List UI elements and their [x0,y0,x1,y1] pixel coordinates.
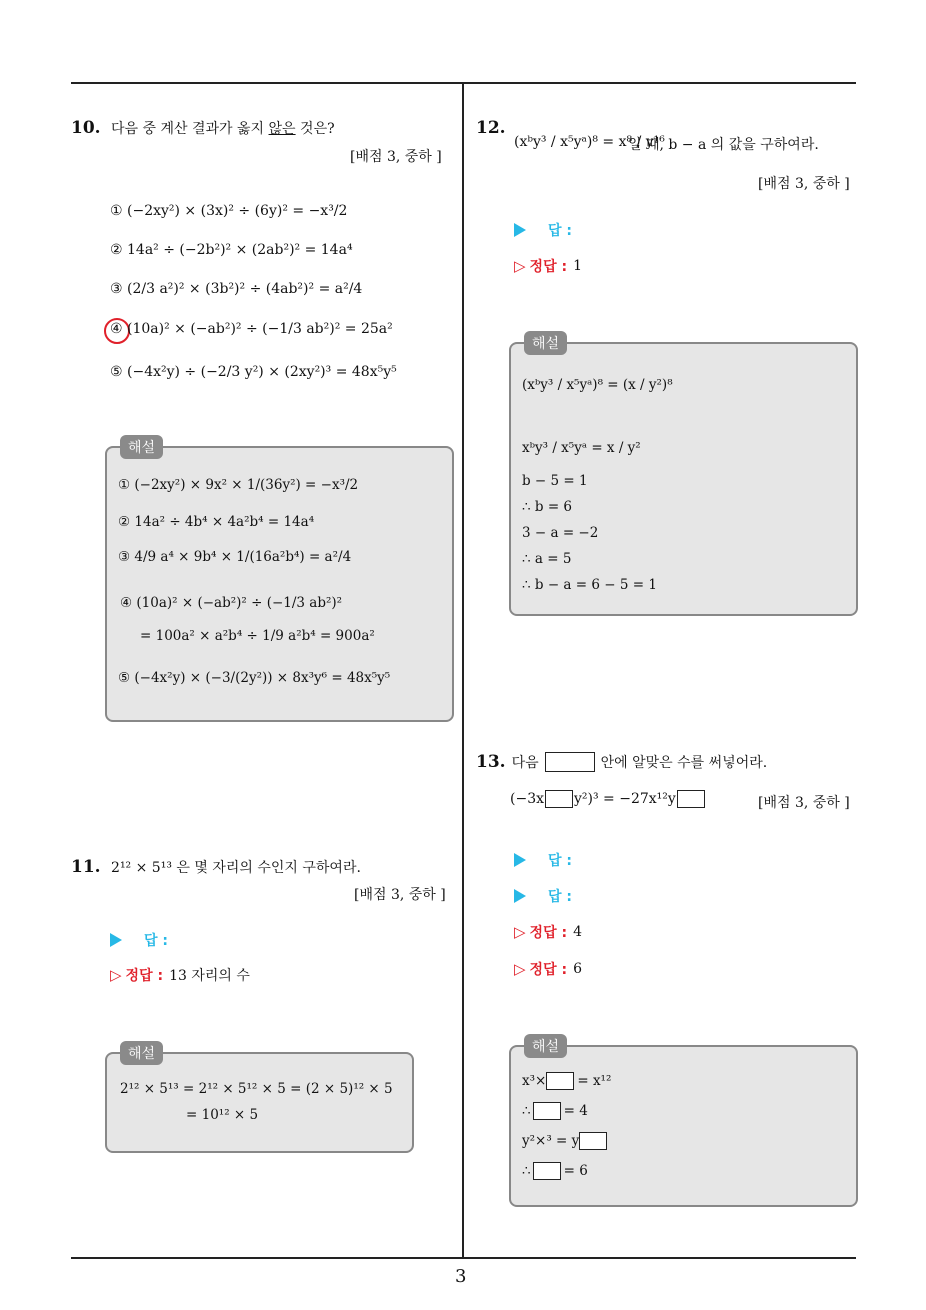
q10-explain-line: ⑤ (−4x²y) × (−3/(2y²)) × 8x³y⁶ = 48x⁵y⁵ [118,670,391,686]
q13-explain-line [522,1072,611,1090]
q13-explain-blank [546,1072,574,1090]
q13-explain-part: x³× [522,1073,547,1089]
q11-explain-line: = 10¹² × 5 [186,1107,259,1123]
q13-explain-part: ∴ [522,1103,531,1119]
q13-text-post: 안에 알맞은 수를 써넣어라. [600,755,768,771]
page-number: 3 [455,1266,467,1287]
q12-question-math: (xᵇy³ / x⁵yᵃ)⁸ = x⁸ / y¹⁶ [514,134,665,150]
q11-answer-label: 답 : [144,933,168,949]
q12-explain-line: ∴ b − a = 6 − 5 = 1 [522,577,657,593]
bottom-rule [71,1257,856,1259]
q13-key-row-1 [514,922,582,942]
q13-key-value: 6 [573,961,582,977]
q10-explain-tag: 해설 [120,435,163,459]
top-rule [71,82,856,84]
triangle-outline-icon: ▷ [514,960,526,978]
q10-explain-line: ③ 4/9 a⁴ × 9b⁴ × 1/(16a²b⁴) = a²/4 [118,549,352,565]
q10-question [71,118,335,138]
q10-explain-line: ④ (10a)² × (−ab²)² ÷ (−1/3 ab²)² [120,595,343,611]
q13-answer-row-1[interactable] [514,850,572,870]
q10-explain-line: = 100a² × a²b⁴ ÷ 1/9 a²b⁴ = 900a² [140,628,375,644]
q10-choice-2[interactable]: ② 14a² ÷ (−2b²)² × (2ab²)² = 14a⁴ [110,242,353,258]
q12-explain-line: (xᵇy³ / x⁵yᵃ)⁸ = (x / y²)⁸ [522,377,673,393]
q11-key-row [110,965,250,985]
q10-underlined: 않은 [268,121,296,137]
q13-explain-part: ∴ [522,1163,531,1179]
q10-choice-1[interactable]: ① (−2xy²) × (3x)² ÷ (6y)² = −x³/2 [110,203,348,219]
q13-eq-mid: y²)³ = −27x¹²y [574,791,676,807]
q10-explain-line: ② 14a² ÷ 4b⁴ × 4a²b⁴ = 14a⁴ [118,514,315,530]
q12-explain-line: ∴ b = 6 [522,499,573,515]
q11-key-label: 정답 : [125,968,164,984]
q13-text-pre: 다음 [511,755,539,771]
q13-meta: [배점 3, 중하 ] [758,795,850,811]
q12-explain-line: xᵇy³ / x⁵yᵃ = x / y² [522,440,641,456]
q13-key-value: 4 [573,924,582,940]
q12-key-value: 1 [573,258,582,274]
q11-explain-box [105,1052,414,1153]
q12-key-label: 정답 : [529,259,568,275]
q12-explain-tag: 해설 [524,331,567,355]
q13-explain-blank [533,1102,561,1120]
q13-explain-part: y²×³ = y [522,1133,580,1149]
play-icon [514,853,526,867]
q11-explain-tag: 해설 [120,1041,163,1065]
q11-answer-row[interactable] [110,930,168,950]
q13-key-label: 정답 : [529,925,568,941]
q10-text-end: 것은? [295,121,335,137]
q13-explain-box [509,1045,858,1207]
q13-answer-row-2[interactable] [514,886,572,906]
q13-explain-blank [579,1132,607,1150]
q11-text: 2¹² × 5¹³ 은 몇 자리의 수인지 구하여라. [111,860,361,876]
q11-key-value: 13 자리의 수 [169,968,250,984]
q13-key-label: 정답 : [529,962,568,978]
q13-equation [510,790,706,808]
q10-number: 10. [71,118,101,138]
q13-eq-left: (−3x [510,791,544,807]
q11-explain-line: 2¹² × 5¹³ = 2¹² × 5¹² × 5 = (2 × 5)¹² × 5 [120,1081,393,1097]
q13-explain-line [522,1102,588,1120]
q12-question [476,118,512,138]
q13-eq-blank-1[interactable] [545,790,573,808]
column-divider [462,83,464,1258]
play-icon [514,889,526,903]
q13-explain-line [522,1162,588,1180]
q13-explain-part: = 4 [563,1103,588,1119]
q13-explain-blank [533,1162,561,1180]
triangle-outline-icon: ▷ [110,966,122,984]
q10-choice-4[interactable]: ④ (10a)² × (−ab²)² ÷ (−1/3 ab²)² = 25a² [110,321,393,337]
play-icon [514,223,526,237]
q13-explain-tag: 해설 [524,1034,567,1058]
q12-explain-line: ∴ a = 5 [522,551,572,567]
q12-question-text: 일 때, b − a 의 값을 구하여라. [628,137,819,153]
q13-key-row-2 [514,959,582,979]
q12-explain-line: 3 − a = −2 [522,525,599,541]
q13-eq-blank-2[interactable] [677,790,705,808]
q13-question [476,752,767,772]
q13-explain-part: = 6 [563,1163,588,1179]
q12-explain-line: b − 5 = 1 [522,473,588,489]
q13-answer-label: 답 : [548,853,572,869]
triangle-outline-icon: ▷ [514,923,526,941]
q12-answer-row[interactable] [514,220,572,240]
q10-explain-line: ① (−2xy²) × 9x² × 1/(36y²) = −x³/2 [118,477,359,493]
q13-explain-part: = x¹² [577,1073,612,1089]
q12-number: 12. [476,118,506,138]
q11-question [71,857,361,877]
q11-meta: [배점 3, 중하 ] [354,887,446,903]
q12-answer-label: 답 : [548,223,572,239]
triangle-outline-icon: ▷ [514,257,526,275]
q11-number: 11. [71,857,101,877]
q10-choice-5[interactable]: ⑤ (−4x²y) ÷ (−2/3 y²) × (2xy²)³ = 48x⁵y⁵ [110,364,397,380]
q12-meta: [배점 3, 중하 ] [758,176,850,192]
q13-blank-box [545,752,595,772]
q10-text: 다음 중 계산 결과가 옳지 [111,121,269,137]
q13-answer-label: 답 : [548,889,572,905]
q12-key-row [514,256,582,276]
q13-number: 13. [476,752,506,772]
q10-meta: [배점 3, 중하 ] [350,149,442,165]
q13-explain-line [522,1132,607,1150]
q10-choice-3[interactable]: ③ (2/3 a²)² × (3b²)² ÷ (4ab²)² = a²/4 [110,281,363,297]
play-icon [110,933,122,947]
